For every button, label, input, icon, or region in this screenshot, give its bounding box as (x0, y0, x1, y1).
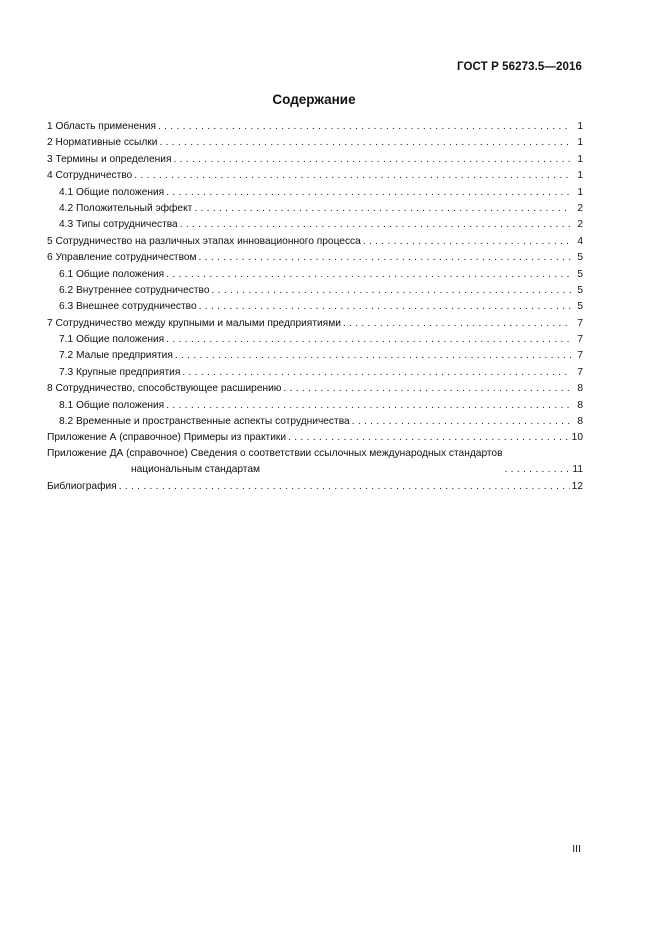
toc-entry-label-continued: национальным стандартам (131, 464, 261, 476)
toc-leader-dots (182, 365, 571, 381)
toc-entry-page: 1 (577, 137, 583, 149)
toc-entry-page: 7 (577, 334, 583, 346)
toc-title: Содержание (272, 92, 356, 107)
toc-leader-dots (166, 398, 571, 414)
toc-subentry[interactable] (47, 185, 583, 201)
toc-entry-label: Библиография (47, 480, 117, 492)
toc-entry-label: Приложение А (справочное) Примеры из практики (47, 432, 287, 444)
toc-subentry[interactable] (47, 398, 583, 414)
toc-entry-page: 5 (577, 268, 583, 280)
toc-entry[interactable] (47, 381, 583, 397)
toc-subentry[interactable] (47, 365, 583, 381)
toc-entry-label: 7.1 Общие положения (59, 334, 165, 346)
toc-leader-dots (166, 267, 571, 283)
toc-leader-dots (505, 462, 571, 478)
toc-leader-dots (343, 316, 571, 332)
toc-leader-dots (212, 283, 572, 299)
toc-entry-page: 8 (577, 383, 583, 395)
toc-leader-dots (134, 168, 571, 184)
toc-entry-label: 1 Область применения (47, 120, 156, 132)
toc-leader-dots (173, 152, 571, 168)
toc-entry-page: 7 (577, 317, 583, 329)
toc-entry-page: 11 (572, 464, 583, 476)
toc-entry-page: 5 (577, 284, 583, 296)
toc-entry-appendix-a[interactable] (47, 430, 583, 446)
toc-entry-page: 1 (577, 153, 583, 165)
toc-entry-page: 8 (577, 416, 583, 428)
toc-entry[interactable] (47, 234, 583, 250)
toc-entry-page: 7 (577, 350, 583, 362)
toc-entry-label: 8.2 Временные и пространственные аспекты сотрудничества (59, 416, 350, 428)
toc-entry-appendix-da[interactable] (47, 447, 583, 479)
toc-entry[interactable] (47, 119, 583, 135)
toc-entry-page: 1 (577, 186, 583, 198)
document-code: ГОСТ Р 56273.5—2016 (457, 61, 582, 73)
toc-leader-dots (199, 299, 571, 315)
toc-entry-label: 4 Сотрудничество (47, 170, 133, 182)
toc-entry-label: 4.1 Общие положения (59, 186, 165, 198)
toc-leader-dots (166, 185, 571, 201)
toc-leader-dots (288, 430, 570, 446)
toc-subentry[interactable] (47, 267, 583, 283)
toc-entry-label: 6.1 Общие положения (59, 268, 165, 280)
toc-leader-dots (159, 135, 571, 151)
toc-entry-page: 5 (577, 301, 583, 313)
toc-leader-dots (352, 414, 571, 430)
toc-entry-label: 8 Сотрудничество, способствующее расширению (47, 383, 282, 395)
toc-leader-dots (363, 234, 571, 250)
toc-entry[interactable] (47, 250, 583, 266)
toc-entry-page: 2 (577, 202, 583, 214)
toc-entry-page: 5 (577, 252, 583, 264)
toc-entry-label: 4.2 Положительный эффект (59, 202, 193, 214)
toc-entry-label: 7.2 Малые предприятия (59, 350, 173, 362)
toc-entry-page: 4 (577, 235, 583, 247)
toc-entry-label: 7 Сотрудничество между крупными и малыми предприятиями (47, 317, 341, 329)
table-of-contents (47, 119, 583, 495)
toc-leader-dots (158, 119, 571, 135)
toc-entry-page: 7 (577, 366, 583, 378)
toc-entry-page: 8 (577, 399, 583, 411)
toc-entry-page: 12 (571, 480, 583, 492)
toc-entry-label: 6.2 Внутреннее сотрудничество (59, 284, 210, 296)
toc-entry-label-multiline (47, 446, 503, 479)
toc-entry-page: 10 (571, 432, 583, 444)
toc-subentry[interactable] (47, 217, 583, 233)
toc-subentry[interactable] (47, 283, 583, 299)
toc-leader-dots (199, 250, 571, 266)
toc-entry-label: 6.3 Внешнее сотрудничество (59, 301, 197, 313)
toc-subentry[interactable] (47, 348, 583, 364)
toc-entry-page: 1 (577, 120, 583, 132)
toc-leader-dots (119, 479, 570, 495)
toc-entry-page: 2 (577, 219, 583, 231)
toc-subentry[interactable] (47, 201, 583, 217)
toc-entry-label: 7.3 Крупные предприятия (59, 366, 181, 378)
toc-entry-label: 2 Нормативные ссылки (47, 137, 158, 149)
toc-entry[interactable] (47, 316, 583, 332)
toc-entry-label: 3 Термины и определения (47, 153, 172, 165)
toc-entry-bibliography[interactable] (47, 479, 583, 495)
toc-leader-dots (166, 332, 571, 348)
toc-leader-dots (194, 201, 571, 217)
toc-entry[interactable] (47, 135, 583, 151)
toc-leader-dots (175, 348, 571, 364)
toc-entry-page: 1 (577, 170, 583, 182)
toc-entry-label: 5 Сотрудничество на различных этапах инновационного процесса (47, 235, 361, 247)
toc-leader-dots (283, 381, 571, 397)
toc-leader-dots (180, 217, 571, 233)
toc-entry[interactable] (47, 168, 583, 184)
toc-subentry[interactable] (47, 332, 583, 348)
toc-subentry[interactable] (47, 414, 583, 430)
toc-entry[interactable] (47, 152, 583, 168)
toc-subentry[interactable] (47, 299, 583, 315)
toc-entry-label: 6 Управление сотрудничеством (47, 252, 197, 264)
toc-entry-label: 4.3 Типы сотрудничества (59, 219, 178, 231)
toc-entry-label: 8.1 Общие положения (59, 399, 165, 411)
page-number: III (572, 843, 581, 855)
toc-entry-label: Приложение ДА (справочное) Сведения о соответствии ссылочных международных стандартов (47, 448, 503, 459)
